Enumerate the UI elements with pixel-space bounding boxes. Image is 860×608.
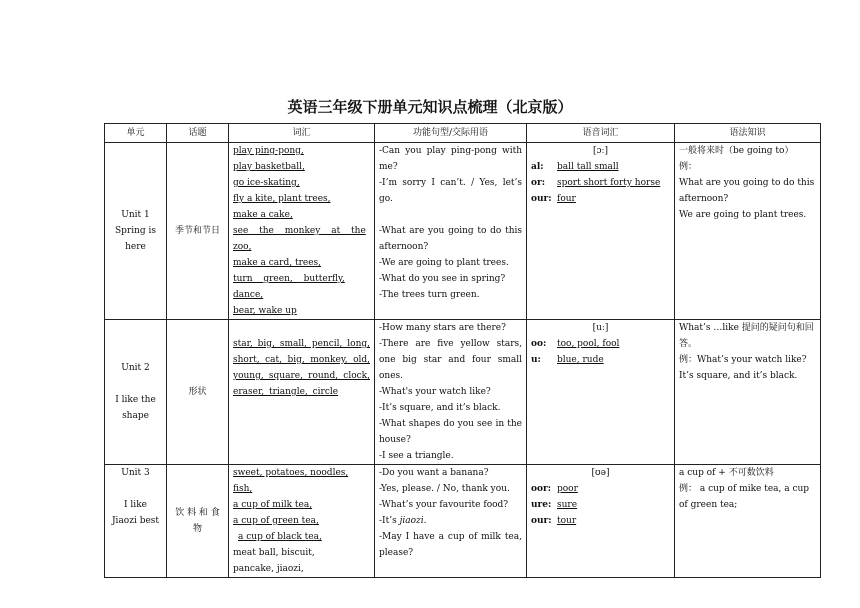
function-line: -What shapes do you see in the house?	[379, 419, 522, 445]
header-unit: 单元	[105, 124, 167, 143]
function-line: -There are five yellow stars, one big star and four small ones.	[379, 339, 522, 381]
phonics-row	[531, 352, 670, 368]
vocab-cell	[229, 320, 375, 465]
phonics-key: our:	[531, 194, 552, 204]
phonics-words: ball tall small	[557, 162, 619, 172]
function-line: -What’s your favourite food?	[379, 500, 509, 510]
vocab-line: bear, wake up	[233, 306, 297, 316]
phonics-words: sure	[557, 500, 578, 510]
phonics-words: blue, rude	[557, 355, 604, 365]
grammar-line: a cup of + 不可数饮料	[679, 468, 774, 478]
vocab-line: pancake, jiaozi,	[233, 564, 304, 574]
function-line: -The trees turn green.	[379, 290, 480, 300]
function-line: -I’m sorry I can’t. / Yes, let’s go.	[379, 178, 522, 204]
header-vocab: 词汇	[229, 124, 375, 143]
grammar-line: What are you going to do this afternoon?	[679, 178, 815, 204]
phonics-cell	[527, 143, 675, 320]
grammar-line: 例： a cup of mike tea, a cup of green tea;	[679, 484, 810, 510]
unit-line	[109, 376, 162, 392]
vocab-cell	[229, 465, 375, 578]
phonics-words: sport short forty horse	[557, 178, 661, 188]
function-line: -Do you want a banana?	[379, 468, 489, 478]
unit-cell	[105, 320, 167, 465]
topic-cell: 季节和节日	[167, 143, 229, 320]
function-cell	[375, 143, 527, 320]
vocab-line: fly a kite, plant trees,	[233, 194, 331, 204]
phonics-words: too, pool, fool	[557, 339, 620, 349]
function-line: -How many stars are there?	[379, 323, 506, 333]
function-line	[379, 207, 522, 223]
vocab-line: turn green, butterfly, dance,	[233, 274, 345, 300]
phonics-row	[531, 481, 670, 497]
unit-line: Unit 2	[121, 363, 150, 373]
unit-line: I like	[124, 500, 147, 510]
phonics-cell	[527, 320, 675, 465]
function-line	[379, 513, 522, 529]
phonics-row	[531, 336, 670, 352]
vocab-line: play ping-pong,	[233, 146, 304, 156]
header-phonics: 语音词汇	[527, 124, 675, 143]
grammar-cell	[675, 320, 821, 465]
function-line: -May I have a cup of milk tea, please?	[379, 532, 522, 558]
grammar-cell	[675, 465, 821, 578]
phonics-row	[531, 513, 670, 529]
phonics-sound: [uː]	[592, 323, 609, 333]
phonics-key: oor:	[531, 484, 552, 494]
document-title: 英语三年级下册单元知识点梳理（北京版）	[287, 98, 573, 116]
function-cell	[375, 465, 527, 578]
vocab-line: make a cake,	[233, 210, 293, 220]
grammar-line: We are going to plant trees.	[679, 210, 807, 220]
vocab-line: star, big, small, pencil, long, short, cat, big, monkey, old, young, square, round, clock, eraser, triangle, circle	[233, 339, 370, 397]
function-line: -What's your watch like?	[379, 387, 491, 397]
function-line: -It’s square, and it’s black.	[379, 403, 501, 413]
phonics-row	[531, 191, 670, 207]
phonics-key: u:	[531, 355, 541, 365]
vocab-line: play basketball,	[233, 162, 305, 172]
unit-line: here	[125, 242, 146, 252]
vocab-line: meat ball, biscuit,	[233, 548, 315, 558]
table-row	[105, 143, 821, 320]
header-row	[105, 124, 821, 143]
phonics-cell	[527, 465, 675, 578]
function-cell	[375, 320, 527, 465]
function-line: -Can you play ping-pong with me?	[379, 146, 522, 172]
vocab-line: see the monkey at the zoo,	[233, 226, 366, 252]
unit-cell	[105, 465, 167, 578]
phonics-row	[531, 159, 670, 175]
function-italic: jiaozi.	[399, 516, 427, 526]
grammar-cell	[675, 143, 821, 320]
vocab-line: make a card, trees,	[233, 258, 322, 268]
function-line: -What are you going to do this afternoon?	[379, 226, 522, 252]
phonics-key: or:	[531, 178, 546, 188]
phonics-key: oo:	[531, 339, 547, 349]
phonics-key: ure:	[531, 500, 552, 510]
header-function: 功能句型/交际用语	[375, 124, 527, 143]
topic-cell: 形状	[167, 320, 229, 465]
phonics-key: al:	[531, 162, 544, 172]
unit-line: Spring is	[114, 226, 157, 236]
grammar-line: 例：What’s your watch like?	[679, 355, 807, 365]
table-row	[105, 465, 821, 578]
phonics-row	[531, 175, 670, 191]
vocab-line: a cup of green tea,	[233, 516, 319, 526]
unit-line: Unit 1	[121, 210, 150, 220]
function-text: -It’s	[379, 516, 400, 526]
header-grammar: 语法知识	[675, 124, 821, 143]
unit-line: shape	[122, 411, 149, 421]
function-line: -What do you see in spring?	[379, 274, 506, 284]
vocab-line: a cup of black tea,	[238, 532, 322, 542]
topic-cell: 饮 料 和 食 物	[167, 465, 229, 578]
phonics-sound: [ʊə]	[591, 468, 610, 478]
grammar-line: 例：	[679, 162, 698, 172]
vocab-line: go ice-skating,	[233, 178, 300, 188]
function-line: -We are going to plant trees.	[379, 258, 509, 268]
function-line: -I see a triangle.	[379, 451, 454, 461]
grammar-line: 一般将来时（be going to）	[679, 146, 794, 156]
phonics-sound: [ɔː]	[592, 146, 609, 156]
vocab-line: a cup of milk tea,	[233, 500, 313, 510]
grammar-line: What’s …like 提问的疑问句和回答。	[679, 323, 814, 349]
header-topic: 话题	[167, 124, 229, 143]
phonics-key: our:	[531, 516, 552, 526]
unit-line: Unit 3	[121, 468, 150, 478]
unit-line	[109, 481, 162, 497]
phonics-words: poor	[557, 484, 578, 494]
function-line: -Yes, please. / No, thank you.	[379, 484, 510, 494]
phonics-words: tour	[557, 516, 577, 526]
table-row	[105, 320, 821, 465]
phonics-row	[531, 497, 670, 513]
knowledge-table	[104, 123, 821, 578]
grammar-line: It’s square, and it’s black.	[679, 371, 798, 381]
vocab-line: sweet, potatoes, noodles, fish,	[233, 468, 349, 494]
unit-cell	[105, 143, 167, 320]
vocab-cell	[229, 143, 375, 320]
unit-line: Jiaozi best	[111, 516, 160, 526]
phonics-words: four	[557, 194, 576, 204]
unit-line: I like the	[115, 395, 156, 405]
